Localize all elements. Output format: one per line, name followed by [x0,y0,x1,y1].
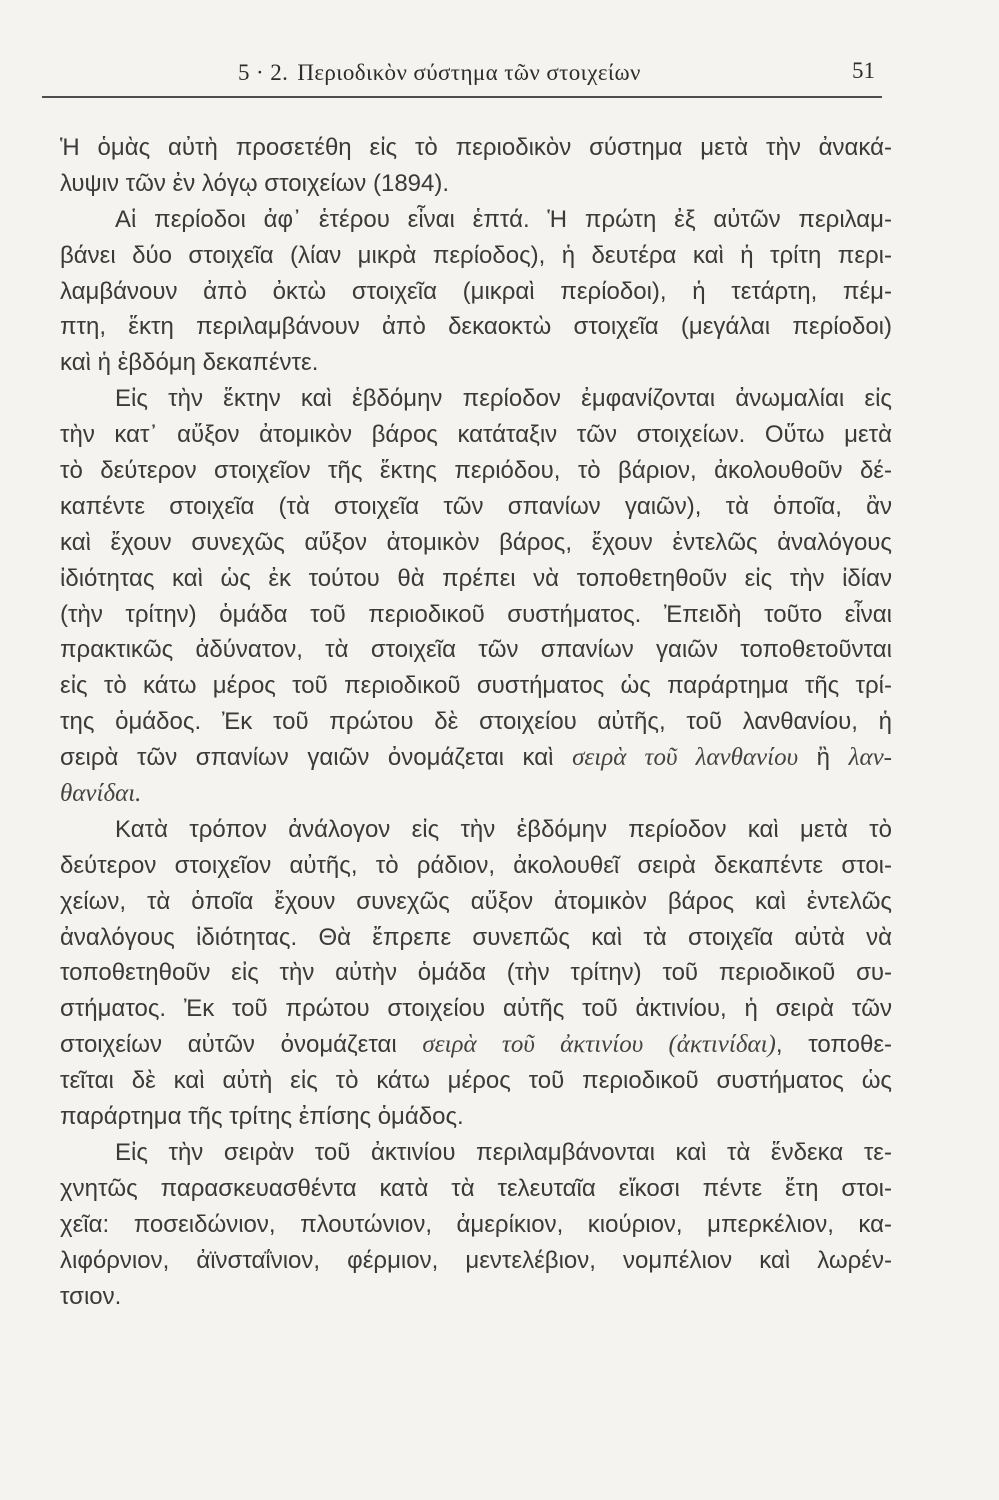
text-line: πτη, ἕκτη περιλαμβάνουν ἀπὸ δεκαοκτὼ στοιχεῖα (μεγάλαι περίοδοι) [60,313,892,341]
text-segment: , τοποθε- [775,1031,892,1059]
text-line: χείων, τὰ ὁποῖα ἔχουν συνεχῶς αὔξον ἀτομικὸν βάρος καὶ ἐντελῶς [60,887,892,915]
text-line: τὸ δεύτερον στοιχεῖον τῆς ἕκτης περιόδου, τὸ βάριον, ἀκολουθοῦν δέ- [60,457,892,485]
text-line: χεῖα: ποσειδώνιον, πλουτώνιον, ἀμερίκιον, κιούριον, μπερκέλιον, κα- [60,1210,892,1238]
text-segment: σειρὰ τῶν σπανίων γαιῶν ὀνομάζεται καὶ [60,744,573,772]
text-line: καὶ ἡ ἑβδόμη δεκαπέντε. [60,349,319,377]
text-line: Εἰς τὴν σειρὰν τοῦ ἀκτινίου περιλαμβάνονται καὶ τὰ ἕνδεκα τε- [115,1138,892,1166]
italic-term: θανίδαι. [60,780,142,808]
text-line: πρακτικῶς ἀδύνατον, τὰ στοιχεῖα τῶν σπανίων γαιῶν τοποθετοῦνται [60,636,892,664]
text-line: παράρτημα τῆς τρίτης ἐπίσης ὁμάδος. [60,1103,464,1131]
text-line: στήματος. Ἐκ τοῦ πρώτου στοιχείου αὐτῆς τοῦ ἀκτινίου, ἡ σειρὰ τῶν [60,995,892,1023]
text-line: ἰδιότητας καὶ ὡς ἐκ τούτου θὰ πρέπει νὰ τοποθετηθοῦν εἰς τὴν ἰδίαν [60,564,892,592]
text-line: της ὁμάδος. Ἐκ τοῦ πρώτου δὲ στοιχείου αὐτῆς, τοῦ λανθανίου, ἡ [60,708,892,736]
paragraph [60,381,892,812]
running-head [238,60,641,86]
text-line [60,740,892,776]
italic-term: σειρὰ τοῦ ἀκτινίου (ἀκτινίδαι) [422,1031,776,1059]
text-line: Ἡ ὁμὰς αὐτὴ προσετέθη εἰς τὸ περιοδικὸν σύστημα μετὰ τὴν ἀνακά- [60,134,892,161]
text-line: καπέντε στοιχεῖα (τὰ στοιχεῖα τῶν σπανίων γαιῶν), τὰ ὁποῖα, ἂν [60,492,892,520]
text-line: τὴν κατ᾽ αὔξον ἀτομικὸν βάρος κατάταξιν τῶν στοιχείων. Οὕτω μετὰ [60,421,892,449]
text-line: (τὴν τρίτην) ὁμάδα τοῦ περιοδικοῦ συστήματος. Ἐπειδὴ τοῦτο εἶναι [60,600,892,628]
text-line: Εἰς τὴν ἕκτην καὶ ἑβδόμην περίοδον ἐμφανίζονται ἀνωμαλίαι εἰς [115,385,892,413]
text-line [60,776,892,812]
body-text [60,130,892,1314]
text-line: εἰς τὸ κάτω μέρος τοῦ περιοδικοῦ συστήματος ὡς παράρτημα τῆς τρί- [60,672,892,700]
text-line: βάνει δύο στοιχεῖα (λίαν μικρὰ περίοδος), ἡ δευτέρα καὶ ἡ τρίτη περι- [60,241,892,269]
text-line: τοποθετηθοῦν εἰς τὴν αὐτὴν ὁμάδα (τὴν τρίτην) τοῦ περιοδικοῦ συ- [60,959,892,987]
text-line: δεύτερον στοιχεῖον αὐτῆς, τὸ ράδιον, ἀκολουθεῖ σειρὰ δεκαπέντε στοι- [60,851,892,879]
paragraph [60,202,892,381]
page-number: 51 [852,58,875,83]
paragraph [60,1135,892,1314]
text-line: Αἱ περίοδοι ἀφ᾽ ἑτέρου εἶναι ἑπτά. Ἡ πρώτη ἐξ αὐτῶν περιλαμ- [115,205,892,233]
text-segment: στοιχείων αὐτῶν ὀνομάζεται [60,1031,423,1059]
paragraph [60,130,892,202]
text-line: ἀναλόγους ἰδιότητας. Θὰ ἔπρεπε συνεπῶς καὶ τὰ στοιχεῖα αὐτὰ νὰ [60,923,892,951]
text-line [60,1027,892,1063]
text-line: λιφόρνιον, ἀϊνσταΐνιον, φέρμιον, μεντελέβιον, νομπέλιον καὶ λωρέν- [60,1246,892,1274]
text-line: καὶ ἔχουν συνεχῶς αὔξον ἀτομικὸν βάρος, ἔχουν ἐντελῶς ἀναλόγους [60,528,892,556]
text-line: τσιον. [60,1282,122,1310]
text-line: λαμβάνουν ἀπὸ ὀκτὼ στοιχεῖα (μικραὶ περίοδοι), ἡ τετάρτη, πέμ- [60,277,892,305]
section-number: 5 · 2. [238,60,289,85]
text-line: λυψιν τῶν ἐν λόγῳ στοιχείων (1894). [60,169,450,197]
running-head-title: Περιοδικὸν σύστημα τῶν στοιχείων [297,60,641,85]
italic-term: σειρὰ τοῦ λανθανίου [572,744,799,772]
text-line: Κατὰ τρόπον ἀνάλογον εἰς τὴν ἑβδόμην περίοδον καὶ μετὰ τὸ [115,815,892,843]
paragraph [60,812,892,1135]
text-line: χνητῶς παρασκευασθέντα κατὰ τὰ τελευταῖα εἴκοσι πέντε ἔτη στοι- [60,1174,892,1202]
header-rule [42,96,882,98]
text-segment: ἢ [798,744,849,772]
italic-term: λαν- [848,744,892,772]
text-line: τεῖται δὲ καὶ αὐτὴ εἰς τὸ κάτω μέρος τοῦ περιοδικοῦ συστήματος ὡς [60,1067,892,1095]
